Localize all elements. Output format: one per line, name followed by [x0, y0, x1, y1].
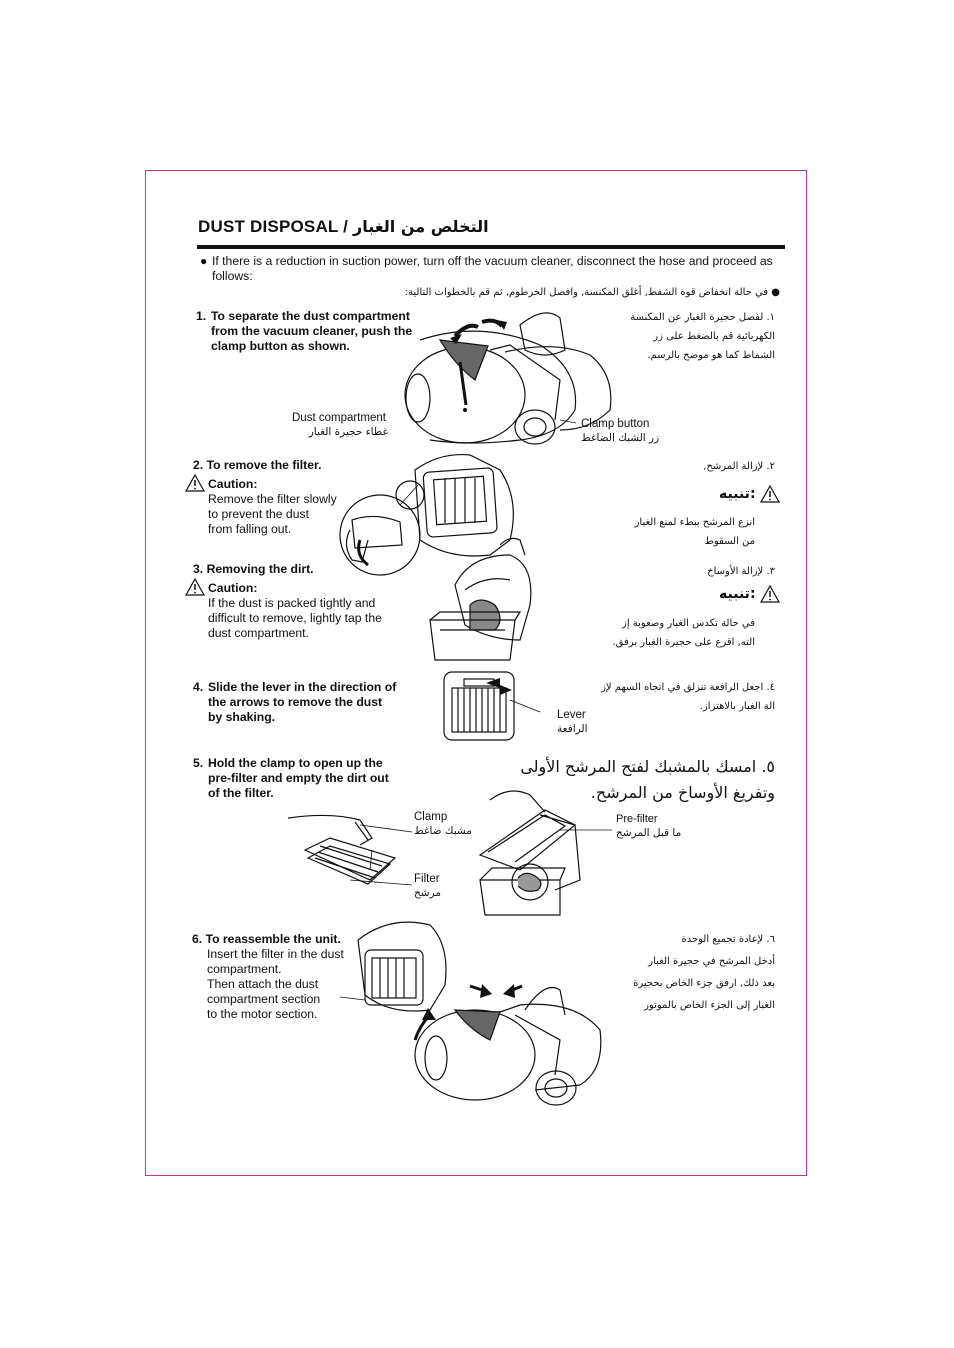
step-5-number: 5. — [193, 756, 204, 770]
label-pre-filter-ar: ما قبل المرشح — [616, 827, 682, 839]
label-filter-en: Filter — [414, 873, 440, 885]
step-6-ar-line: الغبار إلى الجزء الخاص بالموتور — [644, 1000, 775, 1011]
step-2-ar-caution-line: من السقوط — [704, 536, 755, 547]
step-5-ar-line: وتفريغ الأوساخ من المرشح. — [590, 783, 775, 802]
step-5-title-line: Hold the clamp to open up the — [208, 756, 383, 770]
step-4-title-line: the arrows to remove the dust — [208, 695, 383, 709]
label-clamp-button-ar: زر الشبك الضاغط — [581, 432, 660, 444]
step-6-number: 6. — [192, 932, 203, 946]
step-6-title: To reassemble the unit. — [205, 932, 341, 946]
label-clamp-en: Clamp — [414, 811, 448, 823]
label-dust-compartment-ar: غطاء حجيرة الغبار — [308, 426, 388, 438]
step-5-title-line: pre-filter and empty the dirt out — [208, 771, 389, 785]
step-1-ar-line: الكهربائية قم بالضغط على زر — [653, 331, 775, 342]
title-ar: التخلص من الغبار — [352, 217, 489, 236]
step-6-body-line: Insert the filter in the dust — [207, 947, 344, 961]
step-2-number: 2. — [193, 458, 204, 472]
step-3-title: Removing the dirt. — [206, 562, 314, 576]
step-2-ar-caution-line: انزع المرشح ببطء لمنع الغبار — [634, 517, 755, 528]
bullet-dot-icon: ● — [200, 254, 208, 268]
step-3-caution-line: If the dust is packed tightly and — [208, 596, 376, 610]
step-1-ar-line: الشماط كما هو موضح بالرسم. — [647, 350, 775, 361]
step-5-ar-line: ٥. امسك بالمشبك لفتح المرشح الأولى — [520, 757, 775, 776]
step-3-caution-label: Caution: — [208, 581, 258, 595]
step-2-caution-label: Caution: — [208, 477, 258, 491]
step-1-title: To separate the dust compartment from the vacuum cleaner, push the clamp button as shown. — [211, 309, 413, 353]
step-3-ar-caution-line: في حالة تكدس الغبار وصعوبة إز — [621, 618, 755, 629]
title-en: DUST DISPOSAL / — [198, 217, 349, 236]
step-4-ar-line: الة الغبار بالاهتزاز. — [699, 701, 775, 712]
step-3-ar-caution-line: الته, اقرع على حجيرة الغبار برفق. — [612, 637, 755, 648]
label-pre-filter-en: Pre-filter — [616, 813, 658, 825]
step-3-ar-line: ٣. لإزالة الأوساخ — [707, 566, 775, 577]
step-4-title-line: by shaking. — [208, 710, 276, 724]
step-6-body-line: Then attach the dust — [207, 977, 319, 991]
step-2-caution-line: Remove the filter slowly — [208, 492, 337, 506]
step-4-ar-line: ٤. اجعل الرافعة تنزلق في اتجاه السهم لإز — [601, 682, 775, 693]
intro-ar-text: في حالة انخفاض قوة الشفط, أغلق المكنسة, وافصل الخرطوم, ثم قم بالخطوات التالية: — [404, 287, 769, 298]
step-2-caution-line: to prevent the dust — [208, 507, 309, 521]
step-4-title-line: Slide the lever in the direction of — [208, 680, 397, 694]
step-4-number: 4. — [193, 680, 204, 694]
step-6-ar-line: بعد ذلك, ارفق جزء الخاص بحجيرة — [633, 978, 775, 989]
step-3-caution-line: difficult to remove, lightly tap the — [208, 611, 382, 625]
label-clamp-ar: مشبك ضاغط — [414, 825, 472, 837]
step-2-ar-caution-label: تنبيه: — [719, 486, 756, 503]
label-lever-ar: الرافعة — [557, 723, 588, 735]
bullet-dot-icon: ● — [768, 287, 780, 298]
label-dust-compartment-en: Dust compartment — [292, 412, 386, 424]
intro-en-text: If there is a reduction in suction power, turn off the vacuum cleaner, disconnect the hose and proceed as follows: — [212, 254, 773, 283]
label-clamp-button-en: Clamp button — [581, 418, 650, 430]
step-1-ar-line: ١. لفصل حجيرة الغبار عن المكنسة — [630, 312, 775, 323]
step-6-body-line: compartment section — [207, 992, 321, 1006]
step-1-number: 1. — [196, 309, 207, 323]
step-6-body-line: compartment. — [207, 962, 282, 976]
step-5-title-line: of the filter. — [208, 786, 274, 800]
step-6-body-line: to the motor section. — [207, 1007, 318, 1021]
step-3-caution-line: dust compartment. — [208, 626, 309, 640]
step-6-ar-line: ٦. لإعادة تجميع الوحدة — [681, 934, 775, 945]
step-2-title: To remove the filter. — [206, 458, 322, 472]
step-3-number: 3. — [193, 562, 204, 576]
step-6-ar-line: أدخل المرشح في حجيرة الغبار — [648, 956, 775, 967]
step-2-caution-line: from falling out. — [208, 522, 292, 536]
step-3-ar-caution-label: تنبيه: — [719, 586, 756, 603]
label-lever-en: Lever — [557, 709, 586, 721]
step-2-ar-line: ٢. لإزالة المرشح, — [703, 461, 775, 472]
label-filter-ar: مرشح — [414, 887, 441, 899]
